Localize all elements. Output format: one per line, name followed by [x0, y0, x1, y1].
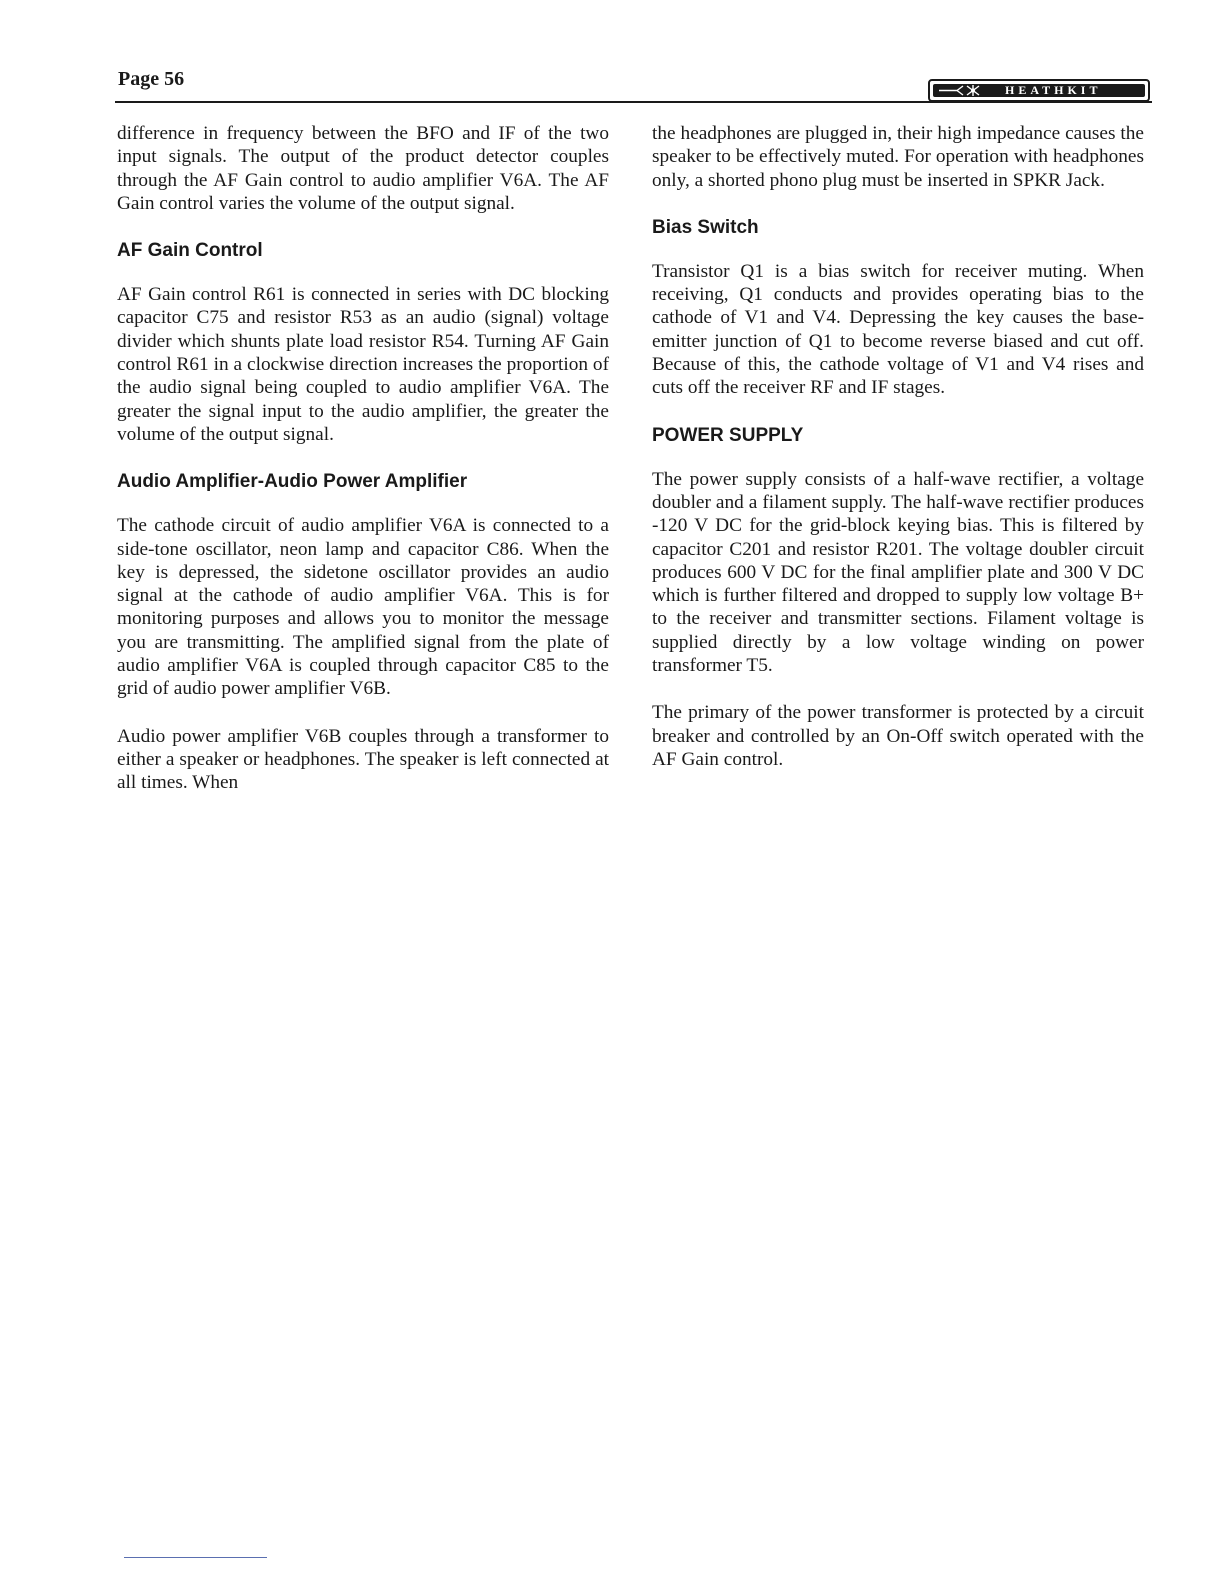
heading-bias-switch: Bias Switch — [652, 216, 759, 238]
paragraph-bias-switch: Transistor Q1 is a bias switch for receiver muting. When receiving, Q1 conducts and provides operating bias to the cathode of V1 and V4. Depressing the key causes the base-emitter junction of Q1 to become reverse biased and cut off. Because of this, the cathode voltage of V1 and V4 rises and cuts off the receiver RF and IF stages. — [652, 260, 1144, 399]
page-number: Page 56 — [118, 68, 185, 90]
header-divider — [115, 101, 1152, 103]
right-column — [652, 122, 1144, 771]
heading-af-gain-control: AF Gain Control — [117, 240, 263, 262]
heading-power-supply: POWER SUPPLY — [652, 424, 804, 446]
paragraph-bfo-difference: difference in frequency between the BFO and IF of the two input signals. The output of the product detector couples through the AF Gain control to audio amplifier V6A. The AF Gain control varies the volume of the output signal. — [117, 123, 609, 214]
logo-text: HEATHKIT — [1005, 83, 1102, 97]
paragraph-power-transformer: The primary of the power transformer is protected by a circuit breaker and controlled by an On-Off switch operated with the AF Gain control. — [652, 702, 1144, 770]
paragraph-af-gain-control: AF Gain control R61 is connected in series with DC blocking capacitor C75 and resistor R53 as an audio (signal) voltage divider which shunts plate load resistor R54. Turning AF Gain control R61 in a clockwise direction increases the proportion of the audio signal being coupled to audio amplifier V6A. The greater the signal input to the audio amplifier, the greater the volume of the output signal. — [117, 284, 609, 445]
paragraph-sidetone-oscillator: The cathode circuit of audio amplifier V6A is connected to a side-tone oscillator, neon lamp and capacitor C86. When the key is depressed, the sidetone oscillator provides an audio signal at the cathode of audio amplifier V6A. This is for monitoring purposes and allows you to monitor the message you are transmitting. The amplified signal from the plate of audio amplifier V6A is coupled through capacitor C85 to the grid of audio power amplifier V6B. — [117, 515, 609, 700]
left-column — [117, 122, 609, 795]
page-header — [115, 66, 1152, 106]
logo-emblem-icon — [937, 84, 1003, 97]
heathkit-logo — [928, 79, 1150, 102]
footnote-rule — [124, 1557, 267, 1558]
heading-audio-amplifier: Audio Amplifier-Audio Power Amplifier — [117, 471, 468, 493]
paragraph-headphones: the headphones are plugged in, their high impedance causes the speaker to be effectively muted. For operation with headphones only, a shorted phono plug must be inserted in SPKR Jack. — [652, 123, 1144, 191]
paragraph-audio-power-amplifier: Audio power amplifier V6B couples through a transformer to either a speaker or headphones. The speaker is left connected at all times. When — [117, 725, 609, 794]
paragraph-power-supply: The power supply consists of a half-wave rectifier, a voltage doubler and a filament supply. The half-wave rectifier produces -120 V DC for the grid-block keying bias. This is filtered by capacitor C201 and resistor R201. The voltage doubler circuit produces 600 V DC for the final amplifier plate and 300 V DC which is further filtered and dropped to supply low voltage B+ to the receiver and transmitter sections. Filament voltage is supplied directly by a low voltage winding on power transformer T5. — [652, 468, 1144, 677]
